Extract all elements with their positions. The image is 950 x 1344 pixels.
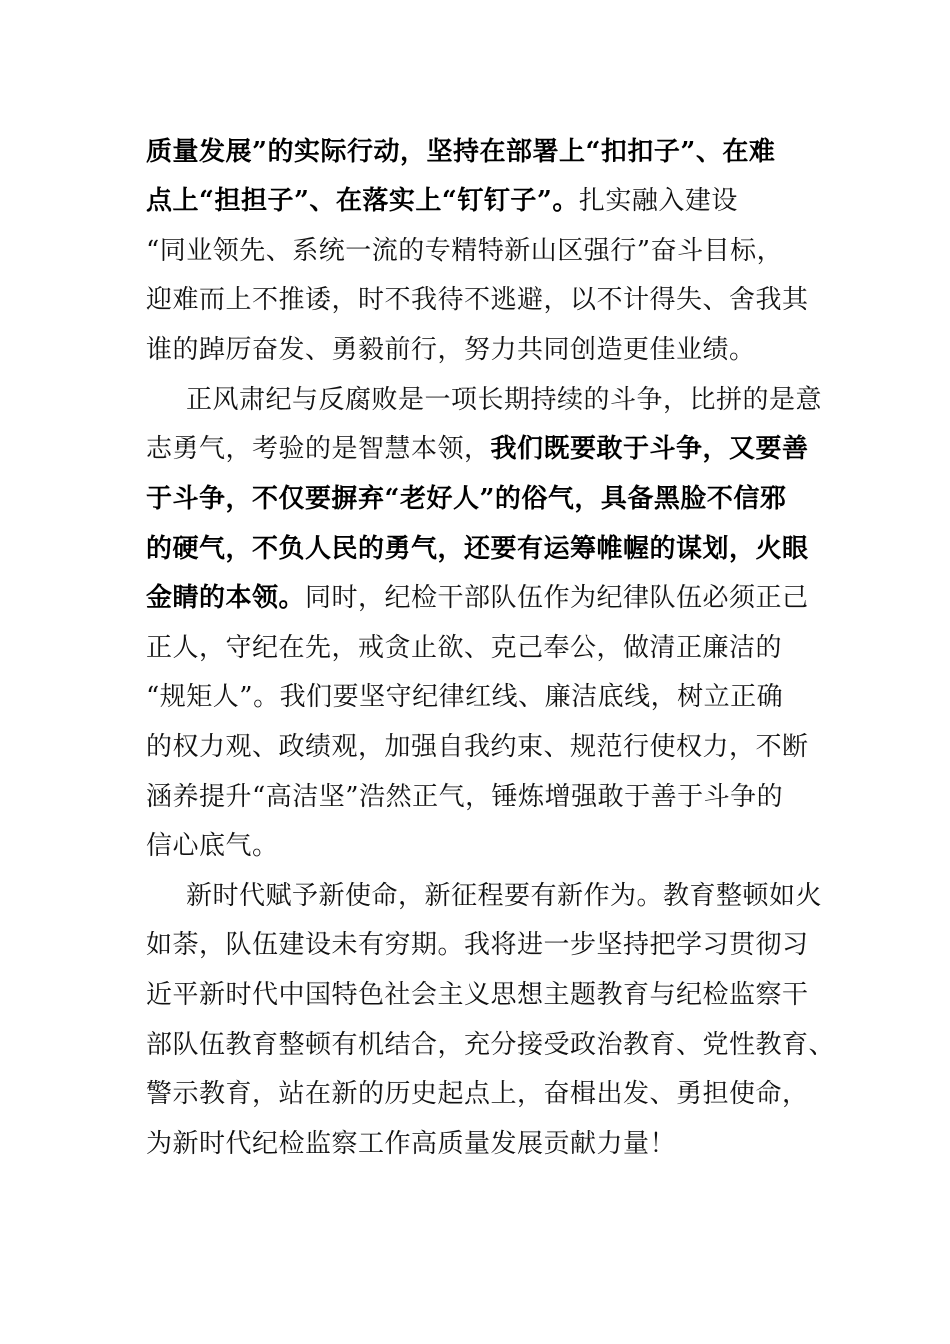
body-text: “规矩人”。我们要坚守纪律红线、廉洁底线，树立正确: [146, 682, 784, 712]
paragraph-3-line-5: [146, 1078, 809, 1110]
paragraph-2-line-8: [146, 731, 809, 763]
paragraph-3-line-2: [146, 929, 809, 961]
body-text: “同业领先、系统一流的专精特新山区强行”奋斗目标，: [146, 236, 784, 266]
bold-text: 我们既要敢于斗争，又要善: [490, 434, 809, 464]
body-text: 谁的踔厉奋发、勇毅前行，努力共同创造更佳业绩。: [146, 335, 756, 365]
paragraph-2-line-2: [146, 433, 809, 465]
body-text: 近平新时代中国特色社会主义思想主题教育与纪检监察干: [146, 980, 809, 1010]
body-text: 为新时代纪检监察工作高质量发展贡献力量！: [146, 1129, 677, 1159]
bold-text: 于斗争，不仅要摒弃“老好人”的俗气，具备黑脸不信邪: [146, 484, 787, 514]
body-text: 正风肃纪与反腐败是一项长期持续的斗争，比拼的是意: [186, 385, 823, 415]
bold-text: 金睛的本领。: [146, 583, 306, 613]
body-text: 新时代赋予新使命，新征程要有新作为。教育整顿如火: [186, 881, 823, 911]
body-text: 信心底气。: [146, 831, 279, 861]
paragraph-1-line-3: [146, 235, 806, 267]
paragraph-3-line-3: [146, 979, 809, 1011]
paragraph-2-line-10: [146, 830, 806, 862]
paragraph-3-line-1: [186, 880, 823, 912]
paragraph-3-line-4: [146, 1029, 836, 1061]
paragraph-1-line-2: [146, 185, 806, 217]
bold-text: 质量发展”的实际行动，坚持在部署上“扣扣子”、在难: [146, 137, 776, 167]
paragraph-2-line-1: [186, 384, 823, 416]
paragraph-2-line-6: [146, 632, 806, 664]
paragraph-2-line-5: [146, 582, 809, 614]
paragraph-2-line-3: [146, 483, 806, 515]
body-text: 部队伍教育整顿有机结合，充分接受政治教育、党性教育、: [146, 1030, 836, 1060]
body-text: 警示教育，站在新的历史起点上，奋楫出发、勇担使命，: [146, 1079, 809, 1109]
paragraph-3-line-6: [146, 1128, 806, 1160]
body-text: 的权力观、政绩观，加强自我约束、规范行使权力，不断: [146, 732, 809, 762]
bold-text: 点上“担担子”、在落实上“钉钉子”。: [146, 186, 579, 216]
bold-text: 的硬气，不负人民的勇气，还要有运筹帷幄的谋划，火眼: [146, 534, 809, 564]
paragraph-2-line-9: [146, 781, 806, 813]
paragraph-1-line-5: [146, 334, 806, 366]
paragraph-2-line-4: [146, 533, 809, 565]
paragraph-2-line-7: [146, 681, 806, 713]
body-text: 如荼，队伍建设未有穷期。我将进一步坚持把学习贯彻习: [146, 930, 809, 960]
paragraph-1-line-4: [146, 284, 809, 316]
body-text: 同时，纪检干部队伍作为纪律队伍必须正己: [305, 583, 809, 613]
body-text: 正人，守纪在先，戒贪止欲、克己奉公，做清正廉洁的: [146, 633, 783, 663]
body-text: 涵养提升“高洁坚”浩然正气，锤炼增强敢于善于斗争的: [146, 782, 784, 812]
paragraph-1-line-1: [146, 136, 806, 168]
body-text: 扎实融入建设: [578, 186, 738, 216]
body-text: 志勇气，考验的是智慧本领，: [146, 434, 491, 464]
body-text: 迎难而上不推诿，时不我待不逃避，以不计得失、舍我其: [146, 285, 809, 315]
